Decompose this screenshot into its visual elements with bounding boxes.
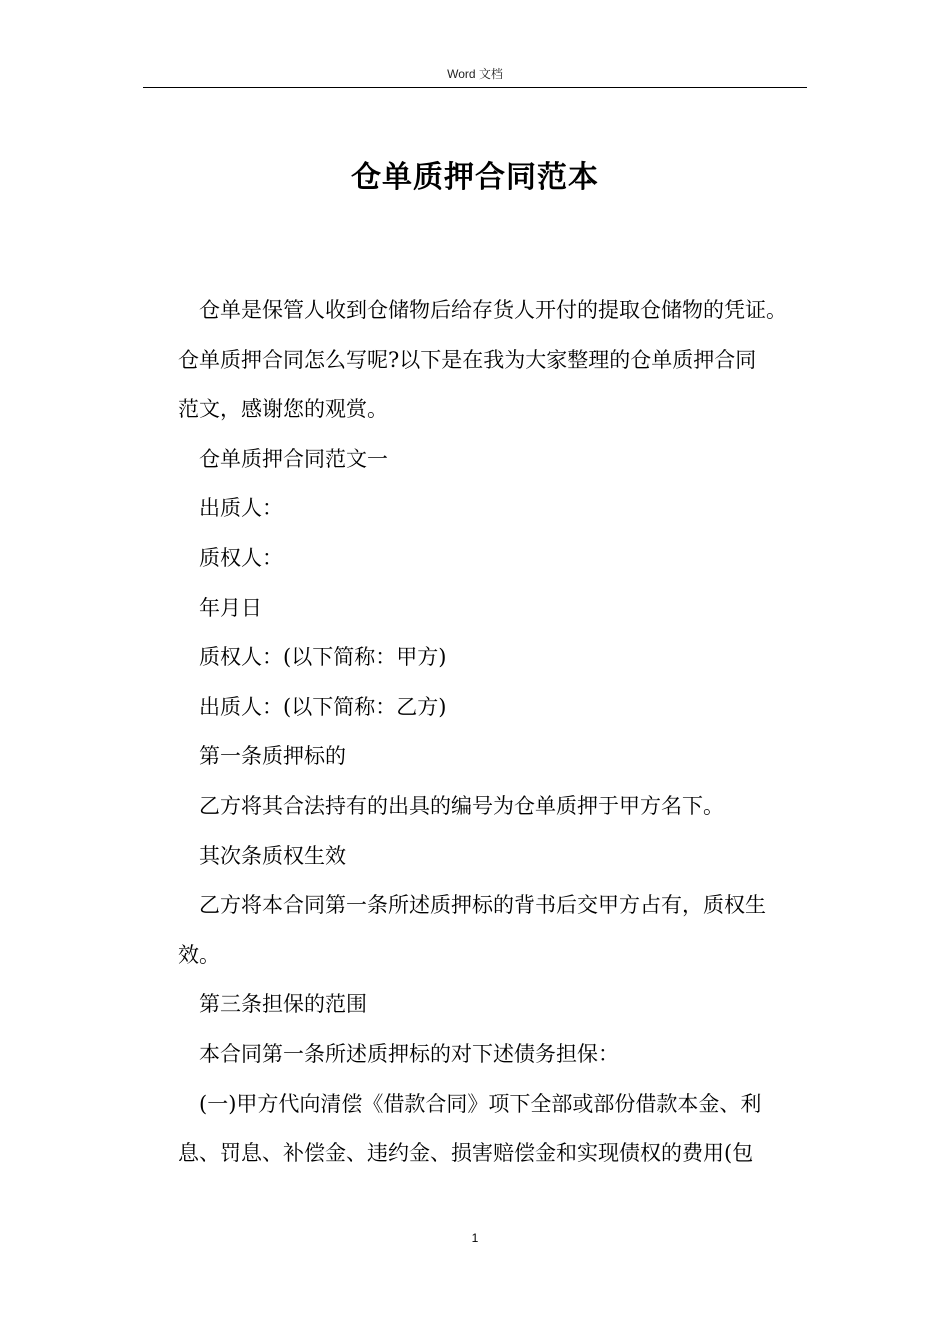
paragraph-line: 其次条质权生效 (199, 843, 346, 868)
paragraph-line: (一)甲方代向清偿《借款合同》项下全部或部份借款本金、利 (199, 1091, 762, 1116)
paragraph-line: 仓单质押合同范文一 (199, 446, 388, 471)
paragraph-line: 年月日 (199, 595, 262, 620)
paragraph-line: 范文，感谢您的观赏。 (178, 397, 388, 422)
paragraph-line: 质权人：(以下简称：甲方) (199, 645, 447, 670)
document-title: 仓单质押合同范本 (351, 160, 599, 195)
paragraph-line: 乙方将其合法持有的出具的编号为仓单质押于甲方名下。 (199, 793, 724, 818)
paragraph-line: 出质人：(以下简称：乙方) (199, 694, 447, 719)
paragraph-line: 第三条担保的范围 (199, 992, 367, 1017)
page-number: 1 (471, 1231, 479, 1245)
paragraph-line: 第一条质押标的 (199, 744, 346, 769)
paragraph-line: 出质人： (199, 496, 283, 521)
paragraph-line: 仓单是保管人收到仓储物后给存货人开付的提取仓储物的凭证。 (199, 298, 787, 322)
header-divider (143, 87, 807, 88)
paragraph-line: 本合同第一条所述质押标的对下述债务担保： (199, 1041, 619, 1066)
paragraph-line: 息、罚息、补偿金、违约金、损害赔偿金和实现债权的费用(包 (178, 1141, 754, 1166)
paragraph-line: 质权人： (199, 545, 283, 570)
paragraph-line: 仓单质押合同怎么写呢?以下是在我为大家整理的仓单质押合同 (178, 347, 757, 372)
paragraph-line: 乙方将本合同第一条所述质押标的背书后交甲方占有，质权生 (199, 893, 766, 918)
document-body (178, 286, 818, 1179)
paragraph-line: 效。 (178, 942, 220, 967)
page-header: Word 文档 (447, 67, 503, 81)
